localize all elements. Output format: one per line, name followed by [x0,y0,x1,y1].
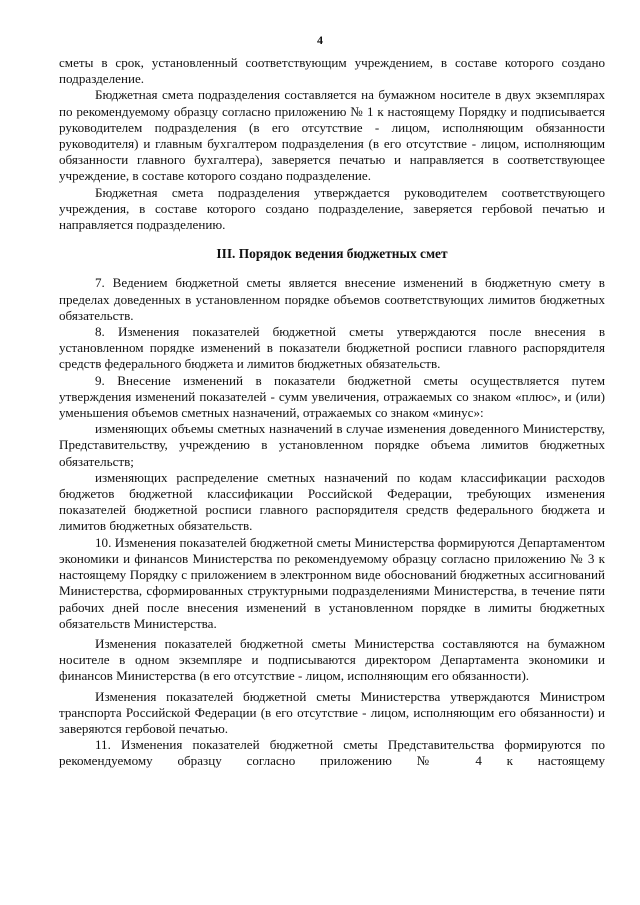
paragraph-item-9-sub-2: изменяющих распределение сметных назначений по кодам классификации расходов бюджетов бюджетной классификации Российской Федерации, требующих изменения показателей бюджетной росписи главного распорядителя средств федерального бюджета и лимитов бюджетных обязательств. [59,469,605,534]
paragraph-continuation: сметы в срок, установленный соответствующим учреждением, в составе которого создано подразделение. [59,55,605,87]
paragraph-item-9: 9. Внесение изменений в показатели бюджетной сметы осуществляется путем утверждения изменений показателей - сумм увеличения, отражаемых со знаком «плюс», и (или) уменьшения объемов сметных назначений, отражаемых со знаком «минус»: [59,372,605,421]
paragraph-item-10-approval: Изменения показателей бюджетной сметы Министерства утверждаются Министром транспорта Российской Федерации (в его отсутствие - лицом, исполняющим его обязанности) и заверяются гербовой печатью. [59,688,605,736]
paragraph-item-9-sub-1: изменяющих объемы сметных назначений в случае изменения доведенного Министерству, Представительству, учреждению в установленном порядке объема лимитов бюджетных обязательств; [59,421,605,469]
section-heading: III. Порядок ведения бюджетных смет [216,246,448,262]
paragraph-smeta-approval: Бюджетная смета подразделения утверждается руководителем соответствующего учреждения, в составе которого создано подразделение, заверяется гербовой печатью и направляется подразделению. [59,184,605,233]
paragraph-smeta-paper: Бюджетная смета подразделения составляется на бумажном носителе в двух экземплярах по рекомендуемому образцу согласно приложению № 1 к настоящему Порядку и подписывается руководителем подразделения (в его отсутствие - лицом, исполняющим обязанности руководителя) и главным бухгалтером подразделения (в его отсутствие - лицом, исполняющим обязанности главного бухгалтера), заверяется печатью и направляется в соответствующее учреждение, в составе которого создано подразделение. [59,87,605,184]
paragraph-item-8: 8. Изменения показателей бюджетной сметы утверждаются после внесения в установленном порядке изменений в показатели бюджетной росписи главного распорядителя средств федерального бюджета и лимитов бюджетных обязательств. [59,324,605,372]
paragraph-item-7: 7. Ведением бюджетной сметы является внесение изменений в бюджетную смету в пределах доведенных в установленном порядке объемов соответствующих лимитов бюджетных обязательств. [59,275,605,323]
document-body [59,55,605,770]
paragraph-item-11: 11. Изменения показателей бюджетной сметы Представительства формируются по рекомендуемому образцу согласно приложению № 4 к настоящему [59,737,605,769]
paragraph-item-10: 10. Изменения показателей бюджетной сметы Министерства формируются Департаментом экономики и финансов Министерства по рекомендуемому образцу согласно приложению № 3 к настоящему Порядку с приложением в электронном виде обоснований бюджетных ассигнований Министерства, сформированных структурными подразделениями Министерства, в течение пяти рабочих дней после внесения изменений в установленном порядке в лимиты бюджетных обязательств Министерства. [59,534,605,631]
paragraph-item-10-paper: Изменения показателей бюджетной сметы Министерства составляются на бумажном носителе в одном экземпляре и подписываются директором Департамента экономики и финансов Министерства (в его отсутствие - лицом, исполняющим его обязанности). [59,635,605,684]
page-number: 4 [317,33,323,47]
